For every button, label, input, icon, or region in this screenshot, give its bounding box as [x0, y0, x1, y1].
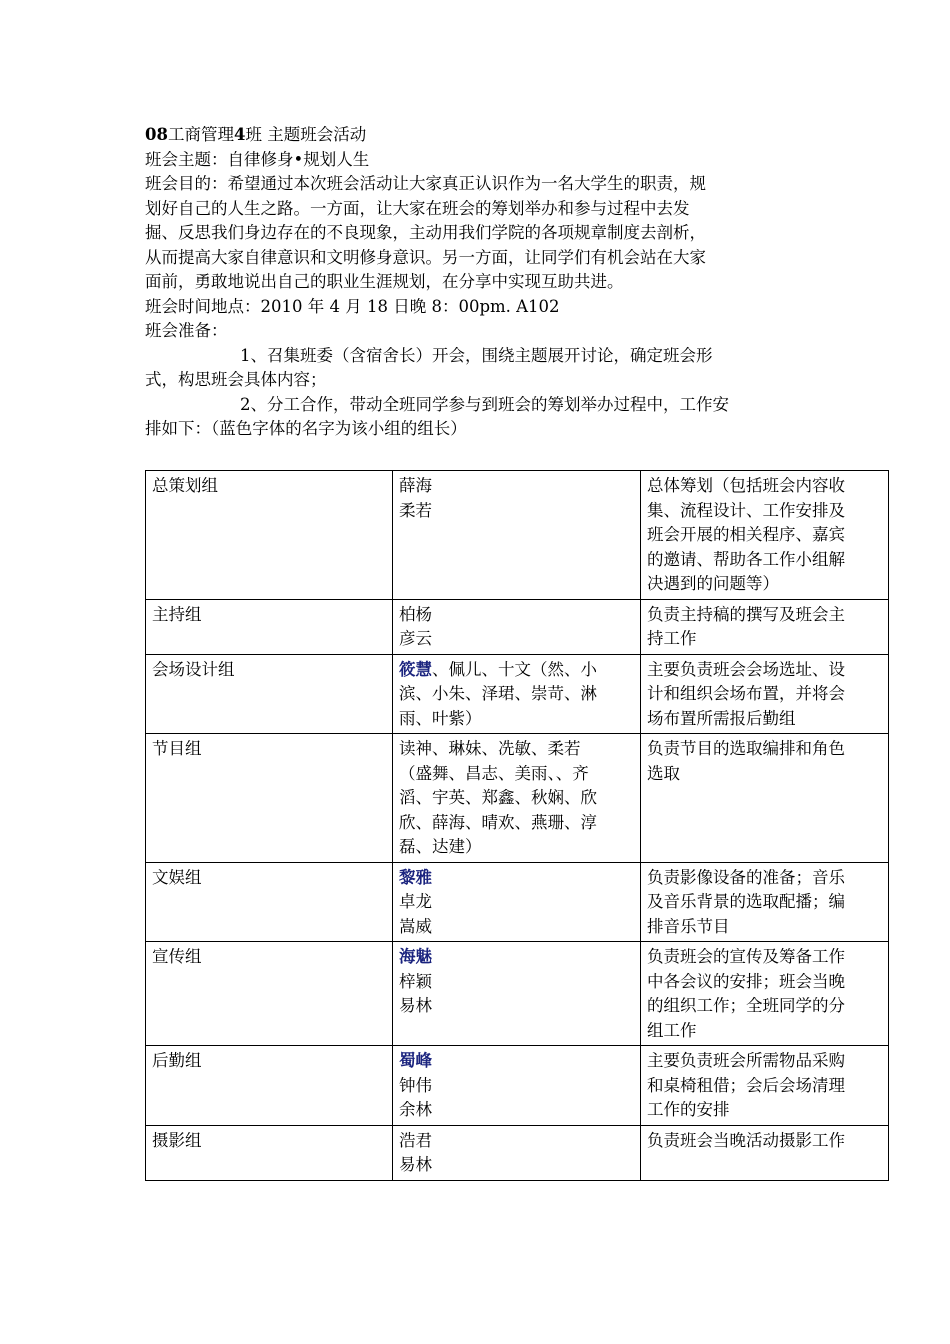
- responsibility-line: 排音乐节目: [647, 916, 730, 936]
- purpose-line-2: 划好自己的人生之路。一方面，让大家在班会的筹划举办和参与过程中去发: [145, 198, 690, 218]
- member-name: 薛海: [399, 476, 432, 495]
- responsibility-cell: [641, 1046, 889, 1126]
- responsibility-line: 负责主持稿的撰写及班会主: [647, 604, 845, 624]
- members-cell: [393, 734, 641, 863]
- members-cell: [393, 862, 641, 942]
- responsibility-cell: [641, 862, 889, 942]
- responsibility-cell: [641, 654, 889, 734]
- purpose-line-1: 班会目的：希望通过本次班会活动让大家真正认识作为一名大学生的职责，规: [145, 174, 706, 193]
- group-name: 会场设计组: [152, 659, 235, 679]
- members-cell: [393, 599, 641, 654]
- member-name: 易林: [399, 996, 432, 1015]
- time-place: 班会时间地点：2010 年 4 月 18 日晚 8：00pm. A102: [145, 296, 560, 316]
- table-row: [146, 1125, 889, 1180]
- title-class-number: 4: [233, 125, 246, 144]
- member-name: 柔若: [399, 500, 432, 520]
- group-name-cell: [146, 862, 393, 942]
- purpose-line-4: 从而提高大家自律意识和文明修身意识。另一方面，让同学们有机会站在大家: [145, 247, 706, 267]
- responsibility-line: 工作的安排: [647, 1100, 730, 1119]
- responsibility-line: 组工作: [647, 1020, 697, 1040]
- group-name-cell: [146, 942, 393, 1046]
- responsibility-line: 负责影像设备的准备；音乐: [647, 867, 845, 887]
- group-name: 摄影组: [152, 1130, 202, 1150]
- members-line: 滨、小朱、泽珺、崇苛、淋: [399, 684, 597, 703]
- responsibility-line: 主要负责班会会场选址、设: [647, 659, 845, 679]
- group-name-cell: [146, 734, 393, 863]
- responsibility-line: 中各会议的安排；班会当晚: [647, 971, 845, 991]
- responsibility-line: 的组织工作；全班同学的分: [647, 996, 845, 1015]
- members-cell: [393, 1125, 641, 1180]
- table-row: [146, 654, 889, 734]
- group-name: 后勤组: [152, 1051, 202, 1070]
- members-line: [399, 658, 634, 683]
- group-name-cell: [146, 471, 393, 600]
- members-cell: [393, 1046, 641, 1126]
- purpose-line-3: 掘、反思我们身边存在的不良现象，主动用我们学院的各项规章制度去剖析，: [145, 223, 706, 242]
- member-name: 欣、薛海、晴欢、燕珊、淳: [399, 812, 597, 832]
- member-name: 磊、达建）: [399, 837, 482, 856]
- meeting-theme: 班会主题：自律修身•规划人生: [145, 149, 370, 169]
- doc-title: [145, 123, 885, 148]
- group-name: 宣传组: [152, 947, 202, 966]
- responsibility-cell: [641, 734, 889, 863]
- group-leader: 筱慧: [399, 659, 432, 679]
- responsibility-line: 主要负责班会所需物品采购: [647, 1051, 845, 1070]
- member-name: 滔、宇英、郑鑫、秋娴、欣: [399, 788, 597, 807]
- members-cell: [393, 942, 641, 1046]
- member-name: 柏杨: [399, 604, 432, 624]
- group-name-cell: [146, 654, 393, 734]
- group-name-cell: [146, 1046, 393, 1126]
- group-name: 文娱组: [152, 867, 202, 887]
- purpose-line-5: 面前，勇敢地说出自己的职业生涯规划，在分享中实现互助共进。: [145, 272, 624, 291]
- member-name: 读神、琳妹、冼敏、柔若: [399, 739, 581, 758]
- responsibility-line: 和桌椅租借；会后会场清理: [647, 1075, 845, 1095]
- responsibility-line: 持工作: [647, 629, 697, 648]
- group-name-cell: [146, 1125, 393, 1180]
- member-name: 钟伟: [399, 1075, 432, 1095]
- table-row: [146, 599, 889, 654]
- member-name: 卓龙: [399, 892, 432, 911]
- prep-step-2-line-1: 2、分工合作，带动全班同学参与到班会的筹划举办过程中，工作安: [240, 394, 729, 414]
- responsibility-cell: [641, 599, 889, 654]
- group-leader: 海魅: [399, 947, 432, 966]
- responsibility-line: 负责班会当晚活动摄影工作: [647, 1130, 845, 1150]
- responsibility-line: 决遇到的问题等）: [647, 574, 779, 593]
- member-name: 梓颖: [399, 971, 432, 991]
- member-names: 、佩儿、十文（然、小: [432, 659, 597, 679]
- responsibility-line: 负责班会的宣传及筹备工作: [647, 947, 845, 966]
- member-name: 彦云: [399, 629, 432, 648]
- task-table-body: [146, 471, 889, 1181]
- prep-step-1-line-2: 式，构思班会具体内容；: [145, 370, 327, 389]
- responsibility-cell: [641, 1125, 889, 1180]
- prep-label: 班会准备：: [145, 321, 228, 340]
- member-name: （盛舞、昌志、美雨、、齐: [399, 763, 589, 783]
- prep-step-1-line-1: 1、召集班委（含宿舍长）开会，围绕主题展开讨论，确定班会形: [240, 345, 713, 365]
- task-assignment-table: [145, 470, 889, 1181]
- table-row: [146, 862, 889, 942]
- responsibility-line: 班会开展的相关程序、嘉宾: [647, 525, 845, 544]
- group-name: 总策划组: [152, 476, 218, 495]
- responsibility-cell: [641, 942, 889, 1046]
- responsibility-cell: [641, 471, 889, 600]
- member-name: 余林: [399, 1100, 432, 1119]
- members-cell: [393, 654, 641, 734]
- title-activity: 班 主题班会活动: [245, 125, 367, 144]
- members-line: 雨、叶紫）: [399, 708, 482, 728]
- prep-step-2-line-2: 排如下：（蓝色字体的名字为该小组的组长）: [145, 419, 467, 438]
- group-leader: 黎雅: [399, 867, 432, 887]
- responsibility-line: 负责节目的选取编排和角色: [647, 739, 845, 758]
- document-body: [145, 123, 885, 442]
- responsibility-line: 总体筹划（包括班会内容收: [647, 476, 845, 495]
- responsibility-line: 计和组织会场布置，并将会: [647, 684, 845, 703]
- responsibility-line: 集、流程设计、工作安排及: [647, 500, 845, 520]
- responsibility-line: 选取: [647, 763, 680, 783]
- group-name: 节目组: [152, 739, 202, 758]
- responsibility-line: 的邀请、帮助各工作小组解: [647, 549, 845, 569]
- member-name: 嵩威: [399, 916, 432, 936]
- title-major: 工商管理: [167, 125, 234, 144]
- table-row: [146, 734, 889, 863]
- group-name: 主持组: [152, 604, 202, 624]
- members-cell: [393, 471, 641, 600]
- responsibility-line: 及音乐背景的选取配播；编: [647, 892, 845, 911]
- group-name-cell: [146, 599, 393, 654]
- member-name: 易林: [399, 1155, 432, 1174]
- member-name: 浩君: [399, 1130, 432, 1150]
- table-row: [146, 471, 889, 600]
- responsibility-line: 场布置所需报后勤组: [647, 708, 796, 728]
- group-leader: 蜀峰: [399, 1051, 432, 1070]
- table-row: [146, 942, 889, 1046]
- table-row: [146, 1046, 889, 1126]
- title-class-year: 08: [145, 125, 168, 144]
